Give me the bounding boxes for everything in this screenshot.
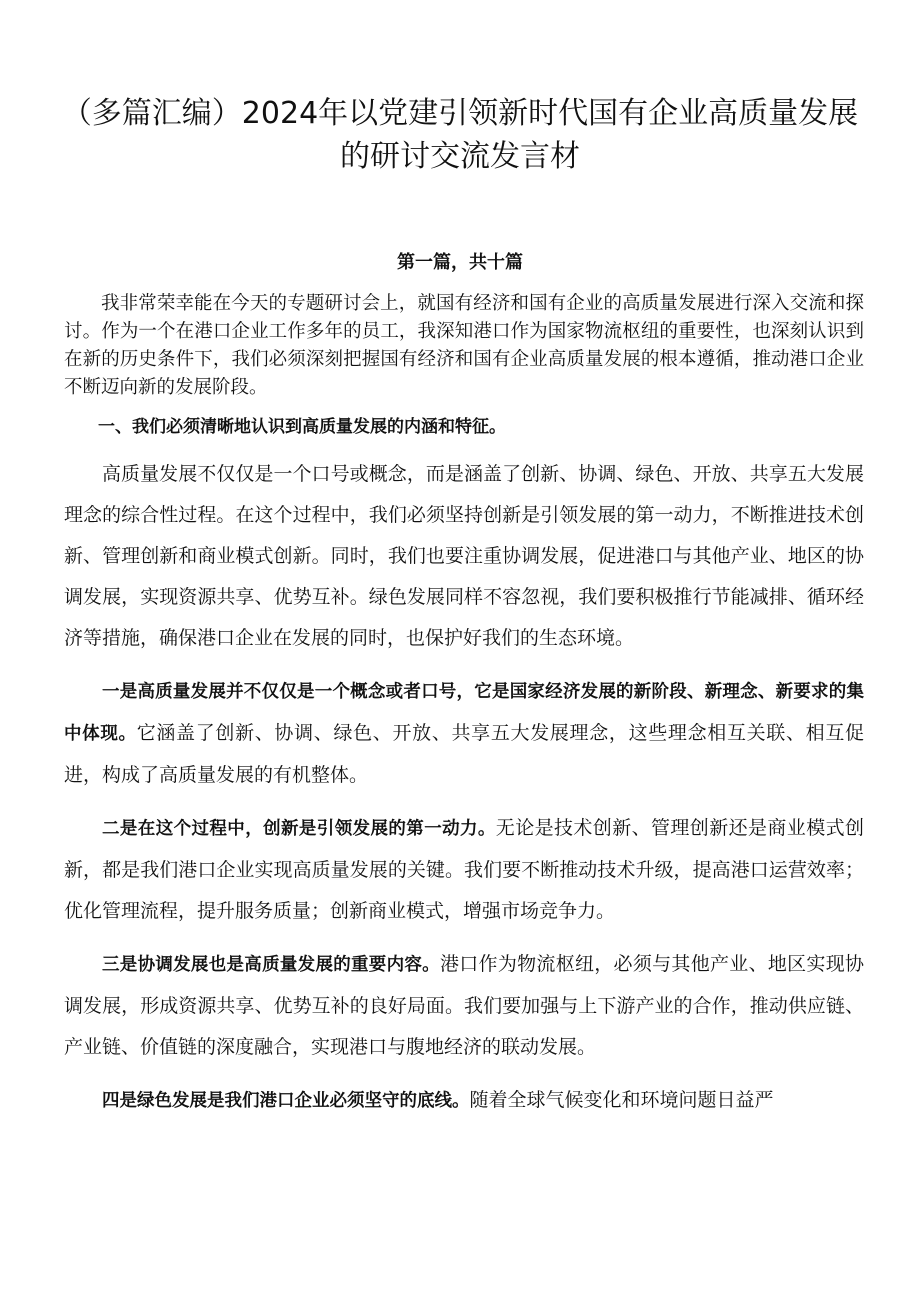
section-subtitle: 第一篇，共十篇 xyxy=(397,252,523,273)
document-title: （多篇汇编）2024年以党建引领新时代国有企业高质量发展的研讨交流发言材 xyxy=(61,96,859,174)
paragraph-2 xyxy=(64,671,864,796)
section-heading: 一、我们必须清晰地认识到高质量发展的内涵和特征。 xyxy=(98,417,506,437)
paragraph-1: 高质量发展不仅仅是一个口号或概念，而是涵盖了创新、协调、绿色、开放、共享五大发展理念的综合性过程。在这个过程中，我们必须坚持创新是引领发展的第一动力，不断推进技术创新、管理创新和商业模式创新。同时，我们也要注重协调发展，促进港口与其他产业、地区的协调发展，实现资源共享、优势互补。绿色发展同样不容忽视，我们要积极推行节能减排、循环经济等措施，确保港口企业在发展的同时，也保护好我们的生态环境。 xyxy=(64,463,864,649)
document-body xyxy=(64,290,864,1122)
paragraph-5-lead: 四是绿色发展是我们港口企业必须坚守的底线。 xyxy=(102,1091,470,1111)
paragraph-3-lead: 二是在这个过程中，创新是引领发展的第一动力。 xyxy=(102,819,496,839)
paragraph-5 xyxy=(64,1080,864,1122)
paragraph-3 xyxy=(64,808,864,932)
paragraph-2-lead: 一是高质量发展并不仅仅是一个概念或者口号，它是国家经济发展的新阶段、新理念、新要求的集中体现。 xyxy=(64,682,864,744)
paragraph-4 xyxy=(64,944,864,1068)
paragraph-5-text: 随着全球气候变化和环境问题日益严 xyxy=(469,1089,774,1111)
paragraph-4-lead: 三是协调发展也是高质量发展的重要内容。 xyxy=(102,955,440,975)
paragraph-3-text: 无论是技术创新、管理创新还是商业模式创新，都是我们港口企业实现高质量发展的关键。我们要不断推动技术升级，提高港口运营效率；优化管理流程，提升服务质量；创新商业模式，增强市场竞争力。 xyxy=(64,817,864,922)
intro-paragraph: 我非常荣幸能在今天的专题研讨会上，就国有经济和国有企业的高质量发展进行深入交流和探讨。作为一个在港口企业工作多年的员工，我深知港口作为国家物流枢纽的重要性，也深刻认识到在新的历史条件下，我们必须深刻把握国有经济和国有企业高质量发展的根本遵循，推动港口企业不断迈向新的发展阶段。 xyxy=(64,293,864,398)
paragraph-4-text: 港口作为物流枢纽，必须与其他产业、地区实现协调发展，形成资源共享、优势互补的良好局面。我们要加强与上下游产业的合作，推动供应链、产业链、价值链的深度融合，实现港口与腹地经济的联动发展。 xyxy=(64,953,864,1058)
paragraph-2-text: 它涵盖了创新、协调、绿色、开放、共享五大发展理念，这些理念相互关联、相互促进，构成了高质量发展的有机整体。 xyxy=(64,722,864,786)
